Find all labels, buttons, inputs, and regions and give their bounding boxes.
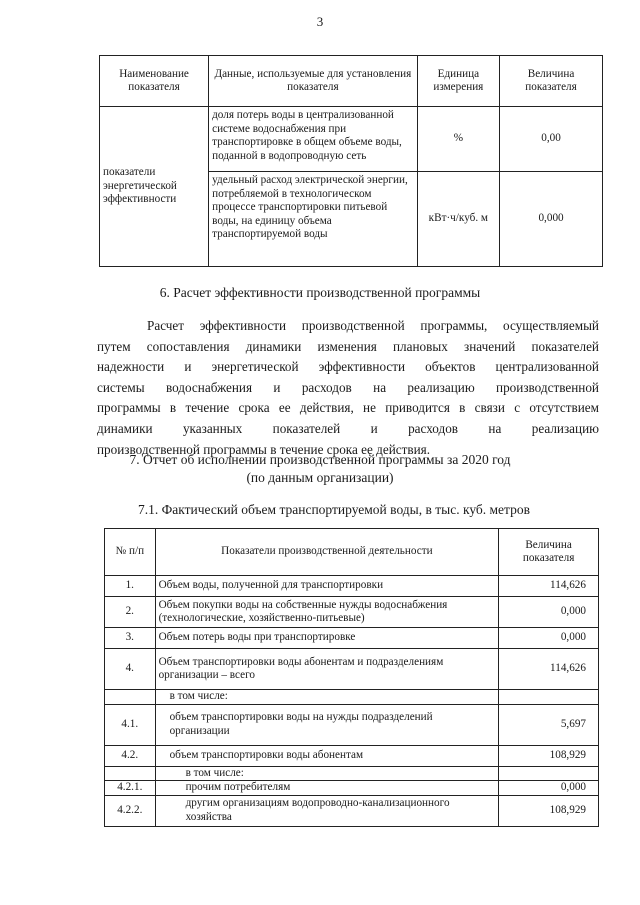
row-value: 0,000 [500, 172, 603, 267]
page-number: 3 [316, 14, 324, 29]
energy-efficiency-table [99, 55, 603, 267]
header-indicators: Показатели производственной деятельности [155, 529, 499, 576]
row-value: 114,626 [499, 576, 599, 597]
row-number [105, 766, 156, 781]
row-data-description: удельный расход электрической энергии, потребляемой в технологическом процессе транспортировки питьевой воды, на единицу объема транспортируемой воды [209, 172, 418, 267]
header-number: № п/п [105, 529, 156, 576]
table-header-row [100, 56, 603, 107]
paragraph-line: производственной программы в течение срока ее действия. [97, 441, 431, 457]
row-number: 3. [105, 628, 156, 649]
row-value: 0,000 [499, 628, 599, 649]
row-number: 4.2.1. [105, 781, 156, 796]
row-indicator: Объем покупки воды на собственные нужды водоснабжения (технологические, хозяйственно-питьевые) [155, 597, 499, 628]
row-value [499, 766, 599, 781]
row-unit: % [417, 107, 499, 172]
table-row [105, 781, 599, 796]
table-row [100, 107, 603, 172]
paragraph-line: динамики указанных показателей и расходов на реализацию [97, 420, 599, 436]
row-indicator: другим организациям водопроводно-канализационного хозяйства [155, 795, 499, 826]
row-indicator: в том числе: [155, 766, 499, 781]
table-header-row [105, 529, 599, 576]
row-number: 4.1. [105, 704, 156, 745]
table-row [105, 766, 599, 781]
table-row [105, 649, 599, 690]
row-number: 4.2.2. [105, 795, 156, 826]
row-number: 2. [105, 597, 156, 628]
row-indicator: Объем потерь воды при транспортировке [155, 628, 499, 649]
row-number: 1. [105, 576, 156, 597]
row-value: 108,929 [499, 795, 599, 826]
table-row [105, 745, 599, 766]
header-value: Величина показателя [500, 56, 603, 107]
header-indicator-name: Наименование показателя [100, 56, 209, 107]
row-value [499, 690, 599, 705]
paragraph-line: путем сопоставления динамики изменения плановых значений показателей [97, 338, 599, 354]
header-data-used: Данные, используемые для установления показателя [209, 56, 418, 107]
water-volume-table [104, 528, 599, 827]
indicator-group-name: показатели энергетической эффективности [100, 107, 209, 267]
table-row [105, 690, 599, 705]
row-unit: кВт·ч/куб. м [417, 172, 499, 267]
row-number [105, 690, 156, 705]
paragraph-line: надежности и энергетической эффективности объектов централизованной [97, 359, 599, 375]
row-value: 0,00 [500, 107, 603, 172]
row-value: 0,000 [499, 597, 599, 628]
table-row [105, 704, 599, 745]
paragraph-line: Расчет эффективности производственной программы, осуществляемый [147, 318, 599, 333]
row-value: 5,697 [499, 704, 599, 745]
header-value: Величина показателя [499, 529, 599, 576]
section-6-heading: 6. Расчет эффективности производственной программы [159, 285, 481, 300]
row-data-description: доля потерь воды в централизованной системе водоснабжения при транспортировке в общем объеме воды, поданной в водопроводную сеть [209, 107, 418, 172]
row-value: 0,000 [499, 781, 599, 796]
row-indicator: объем транспортировки воды абонентам [155, 745, 499, 766]
section-7-heading: 7. Отчет об исполнении производственной программы за 2020 год [129, 452, 511, 467]
section-6-paragraph [97, 316, 599, 460]
table-row [105, 597, 599, 628]
row-indicator: объем транспортировки воды на нужды подразделений организации [155, 704, 499, 745]
row-number: 4.2. [105, 745, 156, 766]
row-number: 4. [105, 649, 156, 690]
row-indicator: Объем воды, полученной для транспортировки [155, 576, 499, 597]
row-value: 114,626 [499, 649, 599, 690]
section-7-subheading: (по данным организации) [246, 470, 394, 485]
paragraph-line: программы в течение срока ее действия, не приводится в связи с отсутствием [97, 400, 599, 416]
row-value: 108,929 [499, 745, 599, 766]
section-7-1-heading: 7.1. Фактический объем транспортируемой воды, в тыс. куб. метров [137, 502, 530, 517]
row-indicator: прочим потребителям [155, 781, 499, 796]
paragraph-line: системы водоснабжения и расходов на реализацию производственной [97, 379, 599, 395]
row-indicator: в том числе: [155, 690, 499, 705]
header-unit: Единица измерения [417, 56, 499, 107]
table-row [105, 795, 599, 826]
table-row [105, 576, 599, 597]
row-indicator: Объем транспортировки воды абонентам и подразделениям организации – всего [155, 649, 499, 690]
table-row [105, 628, 599, 649]
